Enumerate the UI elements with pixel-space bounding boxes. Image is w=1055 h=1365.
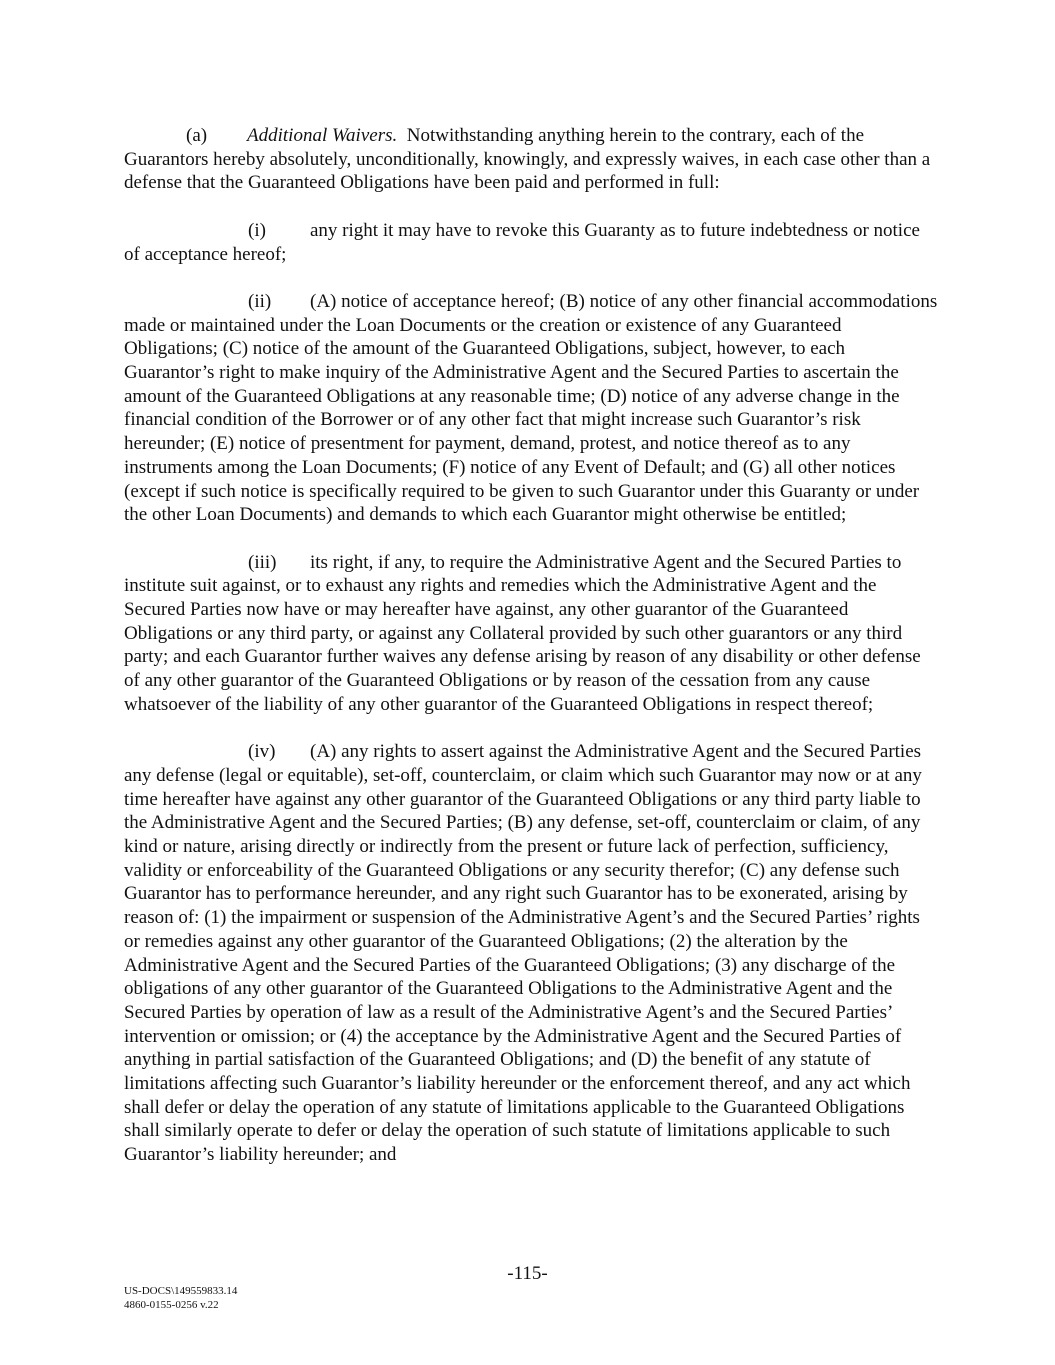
paragraph-iii	[124, 551, 940, 717]
paragraph-iv	[124, 740, 940, 1167]
paragraph-text: Notwithstanding anything herein to the contrary, each of the Guarantors hereby absolutely, unconditionally, knowingly, and expressly waives, in each case other than a defense that the Guaranteed Obligations have been paid and performed in full:	[124, 125, 931, 194]
paragraph-number: (iii)	[248, 551, 277, 573]
paragraph-number: (ii)	[248, 290, 272, 312]
document-footer	[124, 1284, 237, 1312]
paragraph-number: (iv)	[248, 741, 276, 763]
paragraph-ii	[124, 290, 940, 527]
page-number: -115-	[507, 1263, 548, 1284]
paragraph-i	[124, 219, 940, 266]
footer-doc-id: US-DOCS\149559833.14	[124, 1285, 238, 1297]
paragraph-text: (A) notice of acceptance hereof; (B) notice of any other financial accommodations made or maintained under the Loan Documents or the creation or existence of any Guaranteed Obligations; (C) notice of the amount of the Guaranteed Obligations, subject, however, to each Guarantor’s right to make inquiry of the Administrative Agent and the Secured Parties to ascertain the amount of the Guaranteed Obligations at any reasonable time; (D) notice of any adverse change in the financial condition of the Borrower or of any other fact that might increase such Guarantor’s risk hereunder; (E) notice of presentment for payment, demand, protest, and notice thereof as to any instruments among the Loan Documents; (F) notice of any Event of Default; and (G) all other notices (except if such notice is specifically required to be given to such Guarantor under this Guaranty or under the other Loan Documents) and demands to which each Guarantor might otherwise be entitled;	[124, 290, 938, 526]
paragraph-text: its right, if any, to require the Administrative Agent and the Secured Parties to institute suit against, or to exhaust any rights and remedies which the Administrative Agent and the Secured Parties now have or may hereafter have against, any other guarantor of the Guaranteed Obligations or any third party, or against any Collateral provided by such other guarantors or any third party; and each Guarantor further waives any defense arising by reason of any disability or other defense of any other guarantor of the Guaranteed Obligations or by reason of the cessation from any cause whatsoever of the liability of any other guarantor of the Guaranteed Obligations in respect thereof;	[124, 551, 921, 715]
paragraph-text: (A) any rights to assert against the Administrative Agent and the Secured Parties any defense (legal or equitable), set-off, counterclaim, or claim which such Guarantor may now or at any time hereafter have against any other guarantor of the Guaranteed Obligations or any third party liable to the Administrative Agent and the Secured Parties; (B) any defense, set-off, counterclaim or claim, of any kind or nature, arising directly or indirectly from the present or future lack of perfection, sufficiency, validity or enforceability of the Guaranteed Obligations or any security therefor; (C) any defense such Guarantor has to performance hereunder, and any right such Guarantor has to be exonerated, arising by reason of: (1) the impairment or suspension of the Administrative Agent’s and the Secured Parties’ rights or remedies against any other guarantor of the Guaranteed Obligations; (2) the alteration by the Administrative Agent and the Secured Parties of the Guaranteed Obligations; (3) any discharge of the obligations of any other guarantor of the Guaranteed Obligations to the Administrative Agent and the Secured Parties by operation of law as a result of the Administrative Agent’s and the Secured Parties’ intervention or omission; or (4) the acceptance by the Administrative Agent and the Secured Parties of anything in partial satisfaction of the Guaranteed Obligations; and (D) the benefit of any statute of limitations affecting such Guarantor’s liability hereunder or the enforcement thereof, and any act which shall defer or delay the operation of any statute of limitations applicable to the Guaranteed Obligations shall similarly operate to defer or delay the operation of such statute of limitations applicable to such Guarantor’s liability hereunder; and	[124, 741, 922, 1166]
paragraph-number: (i)	[248, 219, 266, 241]
paragraph-number: (a)	[186, 125, 208, 146]
paragraph-text: any right it may have to revoke this Guaranty as to future indebtedness or notice of acceptance hereof;	[124, 219, 920, 265]
document-body	[124, 124, 940, 1191]
paragraph-a	[124, 124, 940, 195]
paragraph-heading: Additional Waivers.	[247, 125, 398, 146]
footer-version: 4860-0155-0256 v.22	[124, 1299, 219, 1311]
